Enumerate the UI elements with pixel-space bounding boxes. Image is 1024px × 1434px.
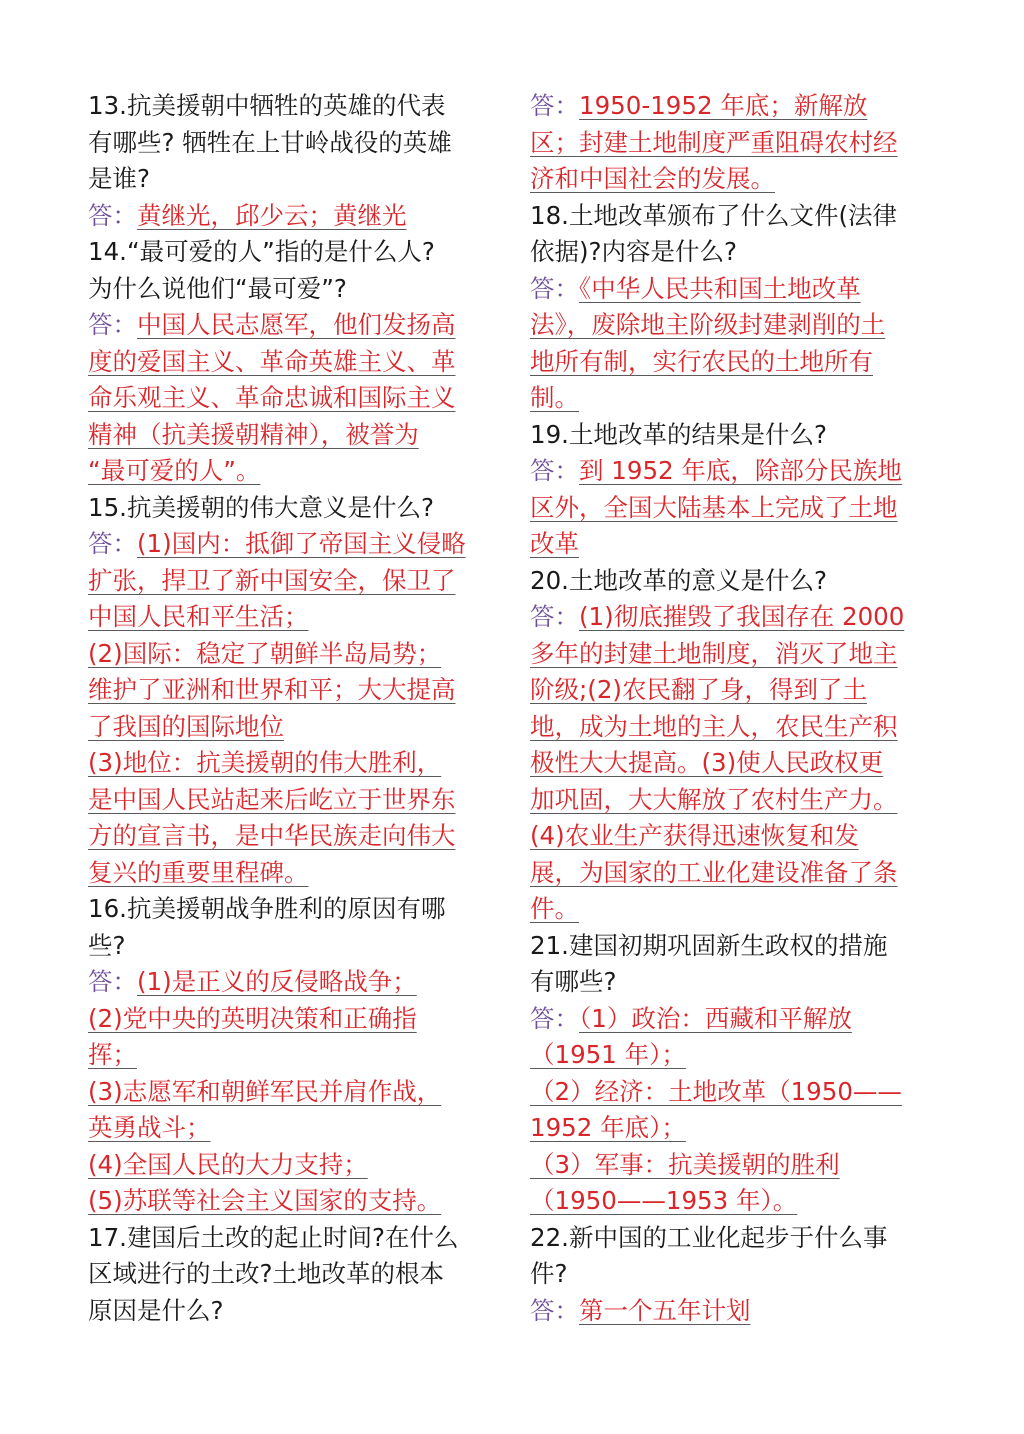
answer-label: 答： bbox=[88, 310, 137, 339]
answer-text: 1952 年底）； bbox=[530, 1113, 686, 1142]
answer-text: （1）政治：西藏和平解放 bbox=[579, 1003, 852, 1033]
answer-text: (3)志愿军和朝鲜军民并肩作战， bbox=[88, 1076, 442, 1106]
qa-block bbox=[530, 417, 942, 563]
question-line: 是谁? bbox=[88, 164, 151, 193]
answer-line bbox=[530, 1110, 942, 1147]
answer-line bbox=[88, 1183, 500, 1220]
answer-line bbox=[88, 563, 500, 600]
answer-line bbox=[88, 307, 500, 344]
answer-text: 展，为国家的工业化建设准备了条 bbox=[530, 857, 898, 887]
answer-text: 区；封建土地制度严重阻碍农村经 bbox=[530, 127, 898, 157]
answer-line bbox=[88, 344, 500, 381]
answer-text: (2)党中央的英明决策和正确指 bbox=[88, 1003, 417, 1033]
answer-label: 答： bbox=[88, 967, 137, 996]
answer-label: 答： bbox=[530, 602, 579, 631]
answer-text: 第一个五年计划 bbox=[579, 1295, 751, 1325]
question-line: 15.抗美援朝的伟大意义是什么? bbox=[88, 492, 434, 522]
answer-text: 维护了亚洲和世界和平；大大提高 bbox=[88, 675, 456, 704]
question-line: 19.土地改革的结果是什么? bbox=[530, 419, 827, 449]
answer-text: 到 1952 年底，除部分民族地 bbox=[579, 456, 902, 485]
answer-line bbox=[530, 1074, 942, 1111]
question-line: 16.抗美援朝战争胜利的原因有哪 bbox=[88, 894, 446, 923]
answer-text: 区外，全国大陆基本上完成了土地 bbox=[530, 492, 898, 522]
answer-text: (4)农业生产获得迅速恢复和发 bbox=[530, 821, 859, 850]
question-line: 为什么说他们“最可爱”? bbox=[88, 273, 347, 303]
qa-block bbox=[530, 1220, 942, 1330]
question-line: 件? bbox=[530, 1259, 568, 1288]
answer-text: 挥； bbox=[88, 1040, 137, 1069]
answer-line bbox=[88, 599, 500, 636]
question-line: 些? bbox=[88, 930, 126, 960]
answer-label: 答： bbox=[88, 529, 137, 558]
question-line: 14.“最可爱的人”指的是什么人? bbox=[88, 237, 435, 266]
answer-line bbox=[530, 709, 942, 746]
answer-text: (1)彻底摧毁了我国存在 2000 bbox=[579, 602, 905, 631]
answer-text: 精神（抗美援朝精神），被誉为 bbox=[88, 419, 419, 449]
answer-line bbox=[88, 1074, 500, 1111]
answer-text: （1951 年）； bbox=[530, 1040, 686, 1069]
answer-text: (4)全国人民的大力支持； bbox=[88, 1149, 368, 1179]
qa-block bbox=[88, 1220, 500, 1330]
answer-line bbox=[88, 964, 500, 1001]
answer-text: (1)是正义的反侵略战争； bbox=[137, 967, 417, 996]
answer-text: 度的爱国主义、革命英雄主义、革 bbox=[88, 346, 456, 376]
answer-line bbox=[88, 1147, 500, 1184]
answer-text: 制。 bbox=[530, 383, 579, 412]
answer-line bbox=[530, 307, 942, 344]
qa-block bbox=[530, 198, 942, 417]
answer-line bbox=[88, 672, 500, 709]
answer-text: 件。 bbox=[530, 894, 579, 923]
answer-text: (2)国际：稳定了朝鲜半岛局势； bbox=[88, 638, 442, 668]
answer-line bbox=[530, 88, 942, 125]
answer-text: （3）军事：抗美援朝的胜利 bbox=[530, 1149, 840, 1179]
answer-label: 答： bbox=[530, 1295, 579, 1325]
question-line: 有哪些? 牺牲在上甘岭战役的英雄 bbox=[88, 127, 452, 157]
answer-text: (5)苏联等社会主义国家的支持。 bbox=[88, 1186, 442, 1215]
qa-block bbox=[530, 88, 942, 198]
answer-text: 极性大大提高。(3)使人民政权更 bbox=[530, 748, 884, 777]
answer-line bbox=[530, 636, 942, 673]
answer-line bbox=[88, 1001, 500, 1038]
answer-text: (3)地位：抗美援朝的伟大胜利， bbox=[88, 748, 442, 777]
answer-text: 是中国人民站起来后屹立于世界东 bbox=[88, 784, 456, 814]
answer-label: 答： bbox=[530, 1003, 579, 1033]
question-line: 依据)?内容是什么? bbox=[530, 237, 738, 266]
answer-text: 英勇战斗； bbox=[88, 1113, 211, 1142]
answer-text: 复兴的重要里程碑。 bbox=[88, 857, 309, 887]
answer-line bbox=[88, 818, 500, 855]
answer-line bbox=[530, 453, 942, 490]
answer-line bbox=[530, 672, 942, 709]
answer-line bbox=[530, 782, 942, 819]
answer-line bbox=[530, 1037, 942, 1074]
qa-block bbox=[530, 928, 942, 1220]
answer-line bbox=[530, 855, 942, 892]
answer-text: 多年的封建土地制度，消灭了地主 bbox=[530, 638, 898, 668]
answer-text: (1)国内：抵御了帝国主义侵略 bbox=[137, 529, 466, 558]
answer-label: 答： bbox=[530, 456, 579, 485]
answer-text: 阶级;(2)农民翻了身，得到了土 bbox=[530, 675, 867, 704]
question-line: 21.建国初期巩固新生政权的措施 bbox=[530, 930, 888, 960]
answer-text: 方的宣言书，是中华民族走向伟大 bbox=[88, 821, 456, 850]
answer-text: 加巩固，大大解放了农村生产力。 bbox=[530, 784, 898, 814]
answer-line bbox=[88, 745, 500, 782]
qa-block bbox=[88, 490, 500, 892]
answer-line bbox=[530, 125, 942, 162]
answer-text: 1950-1952 年底；新解放 bbox=[579, 91, 868, 120]
answer-text: 了我国的国际地位 bbox=[88, 711, 284, 741]
answer-line bbox=[530, 891, 942, 928]
question-line: 13.抗美援朝中牺牲的英雄的代表 bbox=[88, 91, 446, 120]
answer-line bbox=[88, 198, 500, 235]
answer-text: （1950——1953 年）。 bbox=[530, 1186, 798, 1215]
question-line: 20.土地改革的意义是什么? bbox=[530, 565, 827, 595]
answer-text: 地，成为土地的主人，农民生产积 bbox=[530, 711, 898, 741]
left-column bbox=[88, 88, 500, 1329]
right-column bbox=[530, 88, 942, 1329]
question-line: 18.土地改革颁布了什么文件(法律 bbox=[530, 200, 898, 230]
answer-line bbox=[88, 1110, 500, 1147]
answer-label: 答： bbox=[88, 200, 137, 230]
answer-line bbox=[88, 709, 500, 746]
answer-text: 扩张，捍卫了新中国安全，保卫了 bbox=[88, 565, 456, 595]
answer-text: 中国人民志愿军，他们发扬高 bbox=[137, 310, 456, 339]
answer-line bbox=[530, 745, 942, 782]
answer-text: 黄继光，邱少云；黄继光 bbox=[137, 200, 407, 230]
answer-line bbox=[530, 526, 942, 563]
answer-line bbox=[88, 380, 500, 417]
answer-label: 答： bbox=[530, 273, 579, 303]
answer-line bbox=[530, 1147, 942, 1184]
qa-block bbox=[88, 234, 500, 490]
answer-line bbox=[530, 271, 942, 308]
answer-line bbox=[88, 453, 500, 490]
answer-text: 地所有制，实行农民的土地所有 bbox=[530, 346, 873, 376]
answer-line bbox=[88, 636, 500, 673]
answer-line bbox=[530, 818, 942, 855]
question-line: 22.新中国的工业化起步于什么事 bbox=[530, 1222, 888, 1252]
answer-text: “最可爱的人”。 bbox=[88, 456, 261, 485]
answer-label: 答： bbox=[530, 91, 579, 120]
qa-block bbox=[88, 88, 500, 234]
answer-line bbox=[88, 782, 500, 819]
answer-line bbox=[530, 1183, 942, 1220]
answer-text: （2）经济：土地改革（1950—— bbox=[530, 1076, 902, 1106]
answer-text: 《中华人民共和国土地改革 bbox=[579, 273, 861, 303]
question-line: 区域进行的土改?土地改革的根本 bbox=[88, 1259, 445, 1288]
answer-text: 改革 bbox=[530, 529, 579, 558]
answer-line bbox=[88, 526, 500, 563]
qa-block bbox=[88, 891, 500, 1220]
qa-block bbox=[530, 563, 942, 928]
question-line: 17.建国后土改的起止时间?在什么 bbox=[88, 1222, 459, 1252]
answer-line bbox=[88, 1037, 500, 1074]
answer-line bbox=[530, 161, 942, 198]
answer-line bbox=[530, 1293, 942, 1330]
answer-line bbox=[530, 1001, 942, 1038]
answer-line bbox=[530, 380, 942, 417]
answer-text: 法》，废除地主阶级封建剥削的土 bbox=[530, 310, 886, 339]
question-line: 原因是什么? bbox=[88, 1295, 224, 1325]
answer-line bbox=[530, 344, 942, 381]
answer-line bbox=[88, 855, 500, 892]
answer-line bbox=[530, 599, 942, 636]
answer-text: 济和中国社会的发展。 bbox=[530, 164, 775, 193]
answer-text: 中国人民和平生活； bbox=[88, 602, 309, 631]
question-line: 有哪些? bbox=[530, 967, 617, 996]
answer-line bbox=[88, 417, 500, 454]
answer-text: 命乐观主义、革命忠诚和国际主义 bbox=[88, 383, 456, 412]
answer-line bbox=[530, 490, 942, 527]
